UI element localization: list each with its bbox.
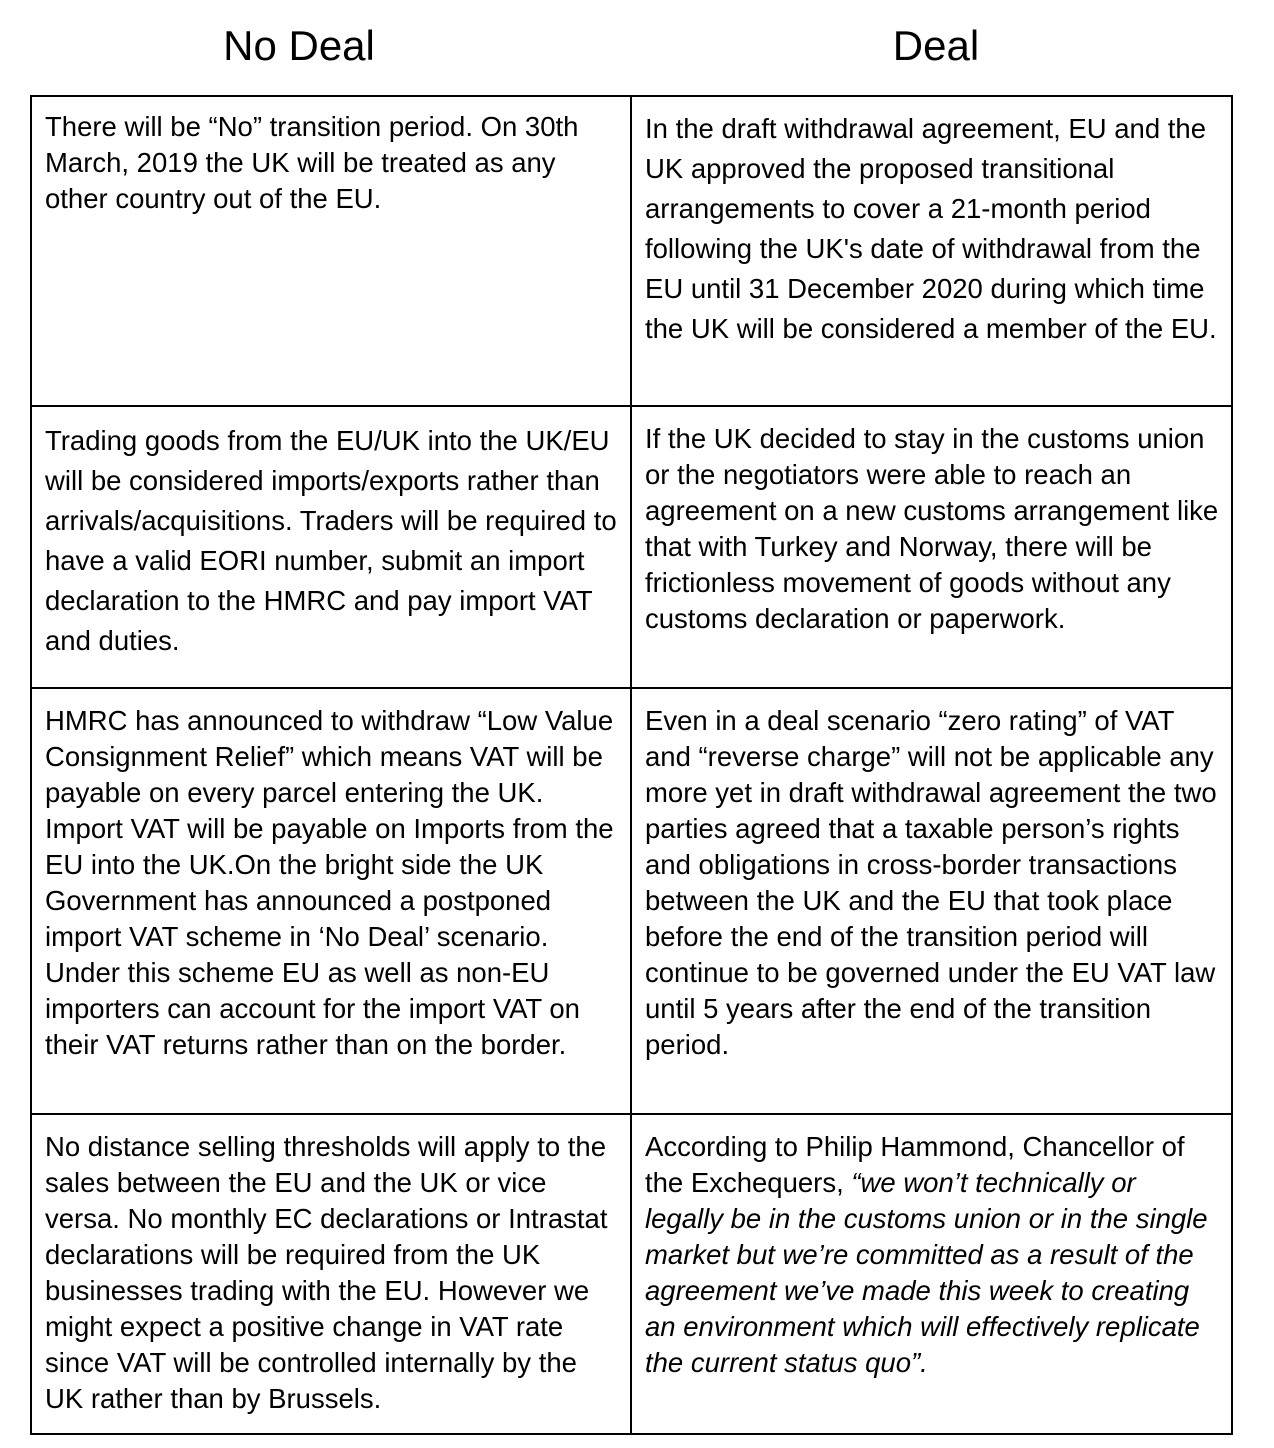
hammond-quote: “we won’t technically or legally be in the customs union or in the single market but we’re committed as a result of the agreement we’ve made this week to creating an environment which will effectively replicate the current status quo”.	[645, 1167, 1208, 1378]
no-deal-cell: Trading goods from the EU/UK into the UK/EU will be considered imports/exports rather than arrivals/acquisitions. Traders will be required to have a valid EORI number, submit an import declaration to the HMRC and pay import VAT and duties.	[31, 406, 631, 688]
table-row-distance-selling	[31, 1114, 1232, 1434]
no-deal-cell: There will be “No” transition period. On 30th March, 2019 the UK will be treated as any other country out of the EU.	[31, 96, 631, 406]
deal-cell: In the draft withdrawal agreement, EU and the UK approved the proposed transitional arrangements to cover a 21-month period following the UK's date of withdrawal from the EU until 31 December 2020 during which time the UK will be considered a member of the EU.	[631, 96, 1232, 406]
deal-cell-intro: According to Philip Hammond, Chancellor of the Exchequers,	[645, 1131, 1185, 1198]
no-deal-cell: HMRC has announced to withdraw “Low Value Consignment Relief” which means VAT will be payable on every parcel entering the UK. Import VAT will be payable on Imports from the EU into the UK.On the bright side the UK Government has announced a postponed import VAT scheme in ‘No Deal’ scenario. Under this scheme EU as well as non-EU importers can account for the import VAT on their VAT returns rather than on the border.	[31, 688, 631, 1114]
column-header-no-deal: No Deal	[223, 22, 375, 69]
table-row-trading-goods	[31, 406, 1232, 688]
comparison-table	[30, 95, 1233, 1435]
no-deal-cell: No distance selling thresholds will apply to the sales between the EU and the UK or vice versa. No monthly EC declarations or Intrastat declarations will be required from the UK businesses trading with the EU. However we might expect a positive change in VAT rate since VAT will be controlled internally by the UK rather than by Brussels.	[31, 1114, 631, 1434]
deal-cell: If the UK decided to stay in the customs union or the negotiators were able to reach an agreement on a new customs arrangement like that with Turkey and Norway, there will be frictionless movement of goods without any customs declaration or paperwork.	[631, 406, 1232, 688]
table-row-transition-period	[31, 96, 1232, 406]
table-row-vat	[31, 688, 1232, 1114]
deal-cell: Even in a deal scenario “zero rating” of VAT and “reverse charge” will not be applicable any more yet in draft withdrawal agreement the two parties agreed that a taxable person’s rights and obligations in cross-border transactions between the UK and the EU that took place before the end of the transition period will continue to be governed under the EU VAT law until 5 years after the end of the transition period.	[631, 688, 1232, 1114]
column-header-deal: Deal	[892, 22, 980, 69]
deal-cell	[631, 1114, 1232, 1434]
